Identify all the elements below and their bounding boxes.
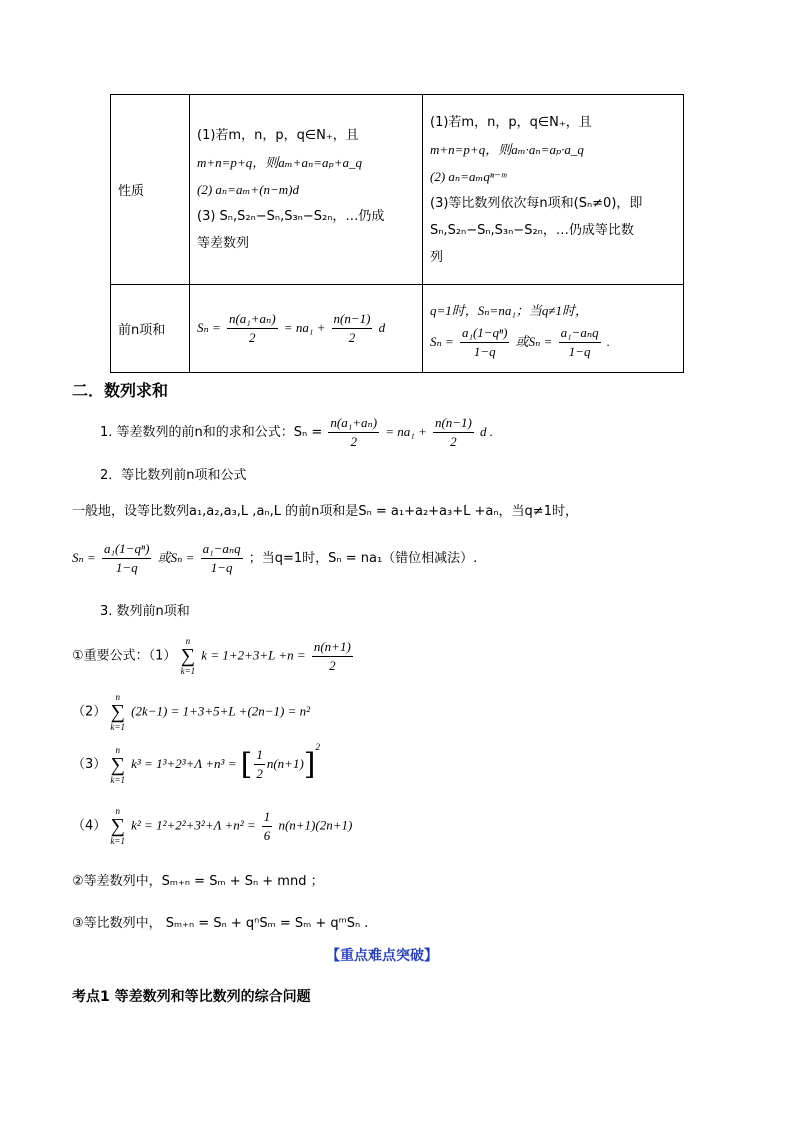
formula-3-prefix: （3） (72, 757, 107, 772)
geo-sum-frac-1: $\frac{\text{a₁(1−qⁿ)}}{1-q}$ (461, 324, 508, 359)
geo-prop-1: (1)若m，n，p，q∈N₊，且 (430, 114, 592, 130)
properties-table (110, 94, 684, 373)
formula-1-frac: $\frac{n(n+1)}{2}$ (313, 638, 351, 673)
geo-sum-case: q=1时，Sₙ=na₁；当q≠1时， (430, 302, 588, 318)
item-2-formula (72, 540, 477, 577)
left-bracket: [ (240, 747, 253, 782)
arith-prop-3-cont: 等差数列 (197, 236, 250, 251)
formula-2-body: (2k−1) = 1+3+5+L +(2n−1) = n² (131, 703, 311, 719)
focus-heading: 【重点难点突破】 (326, 948, 438, 964)
section-title: 二．数列求和 (72, 381, 169, 400)
arith-prop-2: (2) aₙ=aₘ+(n−m)d (197, 182, 300, 197)
right-bracket: ] (303, 747, 316, 782)
arith-prop-3: (3) Sₙ,S₂ₙ−Sₙ,S₃ₙ−S₂ₙ，…仍成 (197, 209, 385, 224)
topic-heading: 考点1 等差数列和等比数列的综合问题 (72, 989, 311, 1005)
geo-sum-cell (423, 285, 684, 373)
arith-sum-lhs: Sₙ = (197, 320, 221, 335)
arith-sum-mid: = na₁ + (283, 320, 326, 335)
arith-sum-tail: d (378, 320, 386, 335)
formula-2-prefix: （2） (72, 704, 107, 720)
item-2-title: 2．等比数列前n项和公式 (100, 468, 247, 483)
formula-4 (72, 806, 352, 846)
item-1-frac-1: $\frac{\text{n(a₁+aₙ)}}{2}$ (330, 415, 378, 449)
formula-1 (72, 636, 355, 676)
formula-4-tail: n(n+1)(2n+1) (278, 817, 353, 833)
geo-sum-or: 或Sₙ = (515, 333, 553, 349)
item-2-line: 一般地，设等比数列a₁,a₂,a₃,L ,aₙ,L 的前n项和是Sₙ = a₁+a₂+a₃+L +aₙ，当q≠1时， (72, 504, 578, 519)
geo-sum-lhs: Sₙ = (430, 333, 454, 349)
geo-sum-frac-2: $\frac{\text{a₁−aₙq}}{1-q}$ (560, 324, 599, 359)
item-2-tail: ；当q=1时，Sₙ = na₁（错位相减法）. (248, 551, 478, 566)
row-label-properties: 性质 (111, 95, 190, 285)
row-label-sum: 前n项和 (111, 285, 190, 373)
formula-1-prefix: ①重要公式：（1） (72, 648, 177, 664)
geo-prop-3-end: 列 (430, 249, 444, 265)
table-row (111, 285, 684, 373)
arith-prop-1: (1)若m，n，p，q∈N₊，且 (197, 128, 359, 143)
formula-3-exponent: 2 (315, 742, 320, 752)
formula-3-frac: $\frac{1}{2}$ (256, 747, 263, 781)
item-1-mid: = na₁ + (385, 424, 427, 439)
formula-2 (72, 692, 310, 732)
geo-prop-1-formula: m+n=p+q，则aₘ·aₙ=aₚ·a_q (430, 141, 584, 157)
item-2-frac-1: $\frac{\text{a₁(1−qⁿ)}}{1-q}$ (103, 541, 150, 575)
geo-prop-3-cont: Sₙ,S₂ₙ−Sₙ,S₃ₙ−S₂ₙ，…仍成等比数 (430, 222, 634, 238)
geo-sum-tail: . (606, 333, 611, 349)
item-1-tail: d . (480, 424, 494, 439)
formula-3 (72, 742, 320, 785)
geo-properties-cell (423, 95, 684, 285)
sum-symbol: n ∑ k=1 (180, 636, 196, 676)
sum-symbol: n ∑ k=1 (110, 692, 125, 732)
item-2-or: 或Sₙ = (157, 550, 195, 565)
formula-4-prefix: （4） (72, 818, 107, 834)
geo-prop-3: (3)等比数列依次每n项和(Sₙ≠0)，即 (430, 195, 643, 211)
formula-1-body: k = 1+2+3+L +n = (201, 647, 306, 663)
table-row (111, 95, 684, 285)
sum-symbol: n ∑ k=1 (110, 744, 125, 785)
item-3-title: 3. 数列前n项和 (100, 604, 190, 619)
arith-sum-frac-2: $\frac{n(n-1)}{2}$ (333, 311, 371, 345)
formula-4-body: k² = 1²+2²+3²+Λ +n² = (131, 817, 256, 833)
item-2-lhs: Sₙ = (72, 550, 96, 565)
formula-3-tail: n(n+1) (266, 756, 304, 771)
fact-geo-sum: ③等比数列中， Sₘ₊ₙ = Sₙ + qⁿSₘ = Sₘ + qᵐSₙ . (72, 916, 369, 931)
formula-3-body: k³ = 1³+2³+Λ +n³ = (131, 756, 237, 771)
item-2-frac-2: $\frac{\text{a₁−aₙq}}{1-q}$ (202, 541, 241, 575)
geo-sum-formula (430, 324, 676, 361)
arith-sum-frac-1: $\frac{\text{n(a₁+aₙ)}}{2}$ (228, 311, 276, 345)
arith-properties-cell (190, 95, 423, 285)
geo-prop-2: (2) aₙ=aₘqⁿ⁻ᵐ (430, 168, 507, 184)
arith-prop-1-formula: m+n=p+q，则aₘ+aₙ=aₚ+a_q (197, 155, 362, 170)
item-1-frac-2: $\frac{n(n-1)}{2}$ (434, 415, 472, 449)
arith-sum-cell (190, 285, 423, 373)
item-1-arith-sum (100, 414, 493, 451)
formula-4-frac: $\frac{1}{6}$ (263, 808, 271, 843)
fact-arith-sum: ②等差数列中，Sₘ₊ₙ = Sₘ + Sₙ + mnd ； (72, 874, 324, 889)
item-1-text: 1. 等差数列的前n和的求和公式：Sₙ = (100, 425, 323, 440)
sum-symbol: n ∑ k=1 (110, 806, 125, 846)
